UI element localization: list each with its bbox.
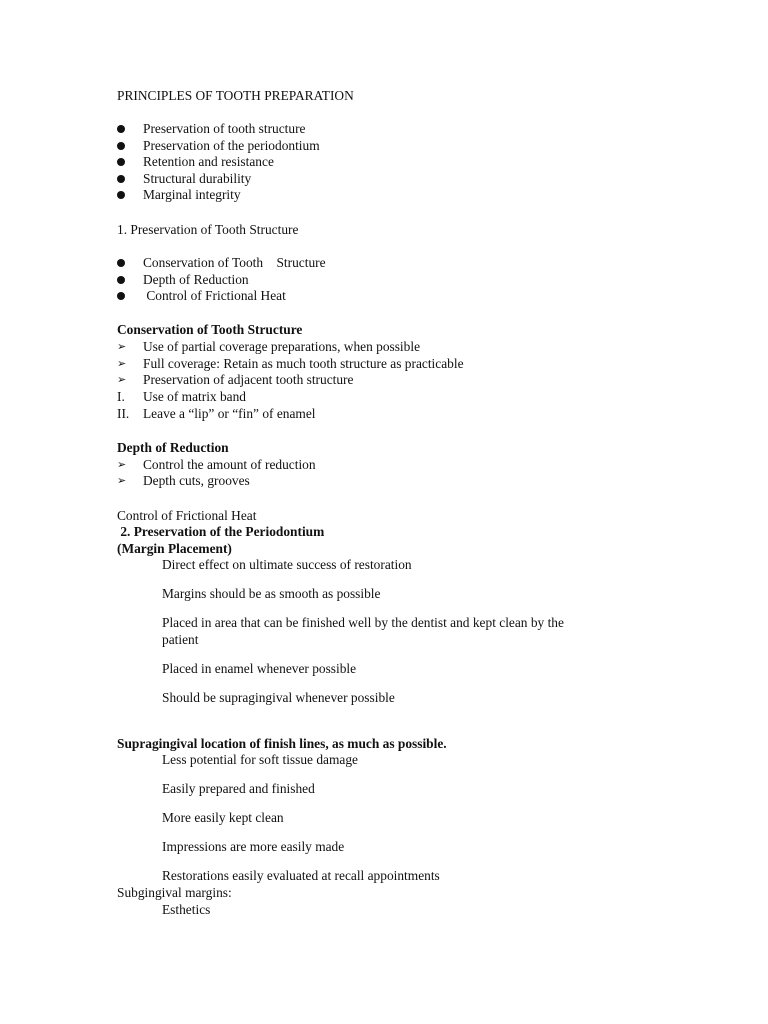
list-item-text: Use of partial coverage preparations, when possible <box>143 339 421 354</box>
list-item-text: patient <box>162 632 199 647</box>
list-item-text: Control of Frictional Heat <box>143 288 286 303</box>
arrow-bullet-icon: ➢ <box>117 458 127 471</box>
list-item <box>117 154 125 170</box>
subsection-heading: Conservation of Tooth Structure <box>117 322 303 337</box>
list-item-text: Preservation of tooth structure <box>143 121 306 136</box>
list-item-text: Easily prepared and finished <box>162 781 315 796</box>
bullet-icon <box>117 125 125 133</box>
document-title: PRINCIPLES OF TOOTH PREPARATION <box>117 88 354 103</box>
arrow-bullet-icon: ➢ <box>117 357 127 370</box>
list-item-text: Preservation of the periodontium <box>143 138 320 153</box>
list-item <box>117 255 125 271</box>
list-item-text: Full coverage: Retain as much tooth structure as practicable <box>143 356 464 371</box>
roman-numeral: I. <box>117 389 125 404</box>
list-item-text: Preservation of adjacent tooth structure <box>143 372 354 387</box>
bullet-icon <box>117 276 125 284</box>
list-item-text: Esthetics <box>162 902 211 917</box>
list-item <box>117 171 125 187</box>
list-item-text: Retention and resistance <box>143 154 274 169</box>
bullet-icon <box>117 259 125 267</box>
bullet-icon <box>117 175 125 183</box>
list-item-text: Depth of Reduction <box>143 272 249 287</box>
list-item <box>117 187 125 203</box>
list-item-text: Placed in enamel whenever possible <box>162 661 357 676</box>
list-item-text: Conservation of Tooth Structure <box>143 255 326 270</box>
list-item-text: Should be supragingival whenever possible <box>162 690 395 705</box>
bullet-icon <box>117 142 125 150</box>
subsection-label: Subgingival margins: <box>117 885 232 900</box>
arrow-bullet-icon: ➢ <box>117 373 127 386</box>
list-item-text: Placed in area that can be finished well by the dentist and kept clean by the <box>162 615 564 630</box>
section-subheading: (Margin Placement) <box>117 541 232 556</box>
list-item-text: Use of matrix band <box>143 389 247 404</box>
arrow-bullet-icon: ➢ <box>117 474 127 487</box>
list-item-text: Margins should be as smooth as possible <box>162 586 381 601</box>
bullet-icon <box>117 292 125 300</box>
arrow-bullet-icon: ➢ <box>117 340 127 353</box>
list-item-text: Control the amount of reduction <box>143 457 316 472</box>
list-item <box>117 288 125 304</box>
list-item-text: Restorations easily evaluated at recall appointments <box>162 868 440 883</box>
list-item <box>117 272 125 288</box>
bullet-icon <box>117 191 125 199</box>
list-item-text: More easily kept clean <box>162 810 284 825</box>
bullet-icon <box>117 158 125 166</box>
list-item <box>117 121 125 137</box>
subsection-heading: Depth of Reduction <box>117 440 229 455</box>
section-heading: 1. Preservation of Tooth Structure <box>117 222 299 237</box>
list-item-text: Less potential for soft tissue damage <box>162 752 358 767</box>
list-item-text: Impressions are more easily made <box>162 839 345 854</box>
list-item-text: Structural durability <box>143 171 252 186</box>
list-item-text: Depth cuts, grooves <box>143 473 250 488</box>
subsection-label: Control of Frictional Heat <box>117 508 257 523</box>
section-heading: 2. Preservation of the Periodontium <box>117 524 325 539</box>
list-item-text: Leave a “lip” or “fin” of enamel <box>143 406 316 421</box>
list-item <box>117 138 125 154</box>
roman-numeral: II. <box>117 406 130 421</box>
list-item-text: Direct effect on ultimate success of restoration <box>162 557 412 572</box>
list-item-text: Marginal integrity <box>143 187 241 202</box>
subsection-heading: Supragingival location of finish lines, as much as possible. <box>117 736 447 751</box>
